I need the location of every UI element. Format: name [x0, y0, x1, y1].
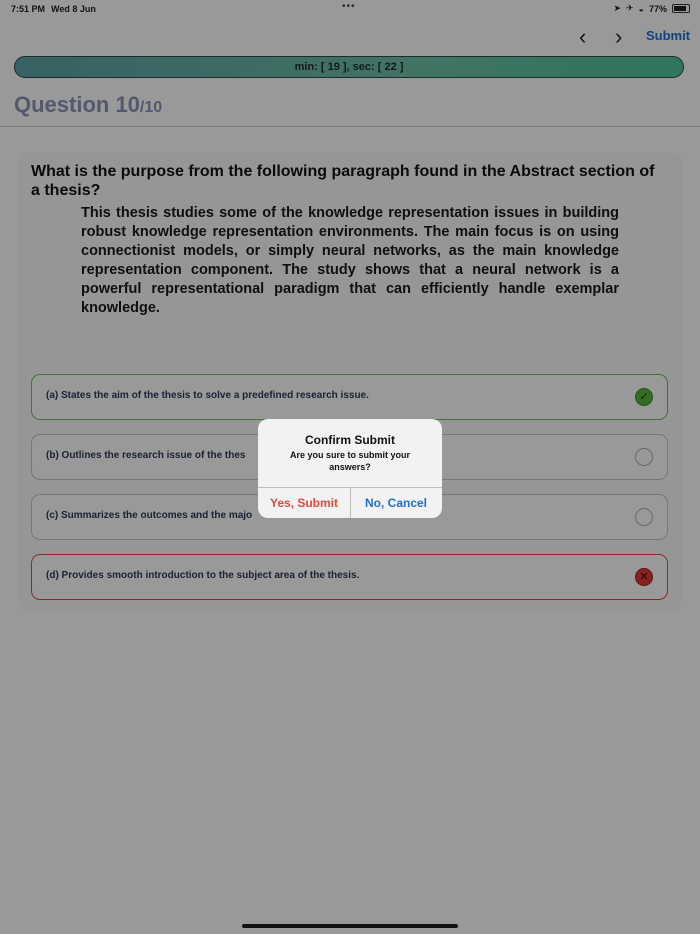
- option-label: (d) Provides smooth introduction to the subject area of the thesis.: [46, 570, 360, 581]
- question-text: What is the purpose from the following paragraph found in the Abstract section of a thesis?: [31, 163, 655, 199]
- cross-icon: ✕: [635, 568, 653, 586]
- no-cancel-button[interactable]: No, Cancel: [364, 496, 427, 510]
- status-time: 7:51 PM: [11, 4, 46, 14]
- timer-bar: min: [ 19 ], sec: [ 22 ]: [14, 56, 684, 78]
- status-date: Wed 8 Jun: [51, 4, 96, 14]
- option-label: (a) States the aim of the thesis to solve a predefined research issue.: [46, 390, 369, 401]
- next-question-button[interactable]: ›: [615, 24, 623, 49]
- prev-question-button[interactable]: ‹: [579, 24, 587, 49]
- dialog-title: Confirm Submit: [305, 433, 395, 447]
- yes-submit-button[interactable]: Yes, Submit: [269, 496, 339, 510]
- abstract-paragraph: This thesis studies some of the knowledge representation issues in building robust knowledge representation environments. The main focus is on using connectionist models, or simply neural networks, as the main knowledge representation component. The study shows that a neural network is a powerful representational paradigm that can efficiently handle exemplar knowledge.: [81, 205, 619, 316]
- wifi-icon: ◒: [638, 3, 644, 14]
- multitasking-dots-icon[interactable]: •••: [342, 1, 356, 12]
- location-icon: ➤: [613, 3, 621, 13]
- confirm-submit-dialog: [258, 419, 442, 518]
- option-label: (b) Outlines the research issue of the thes: [46, 450, 246, 461]
- question-total: /10: [139, 99, 163, 116]
- home-indicator[interactable]: [242, 924, 458, 928]
- submit-button[interactable]: Submit: [646, 28, 691, 43]
- airplane-icon: ✈: [626, 3, 634, 13]
- dialog-message: Are you sure to submit your answers?: [289, 450, 411, 472]
- check-icon: ✓: [635, 388, 653, 406]
- question-number: Question 10: [14, 92, 140, 117]
- battery-percent: 77%: [648, 3, 667, 14]
- option-label: (c) Summarizes the outcomes and the majo: [46, 510, 253, 521]
